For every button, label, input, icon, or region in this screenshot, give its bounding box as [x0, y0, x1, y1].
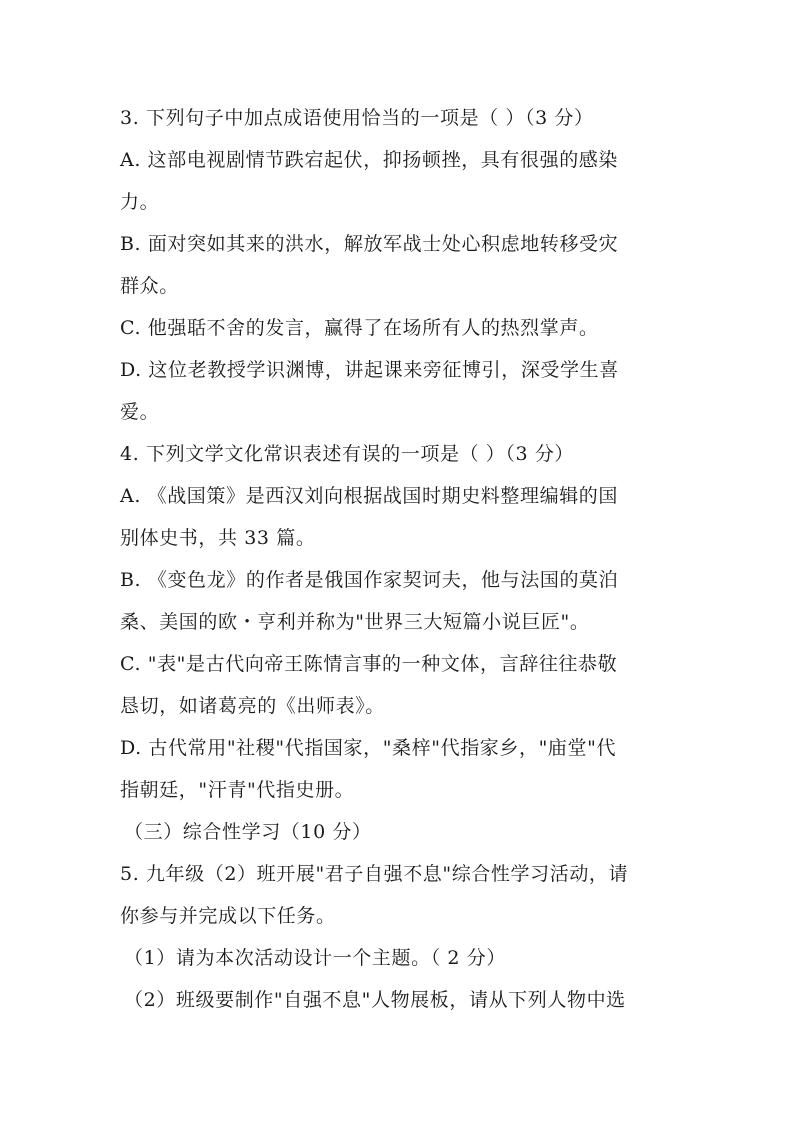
question-4-option-a: A. 《战国策》是西汉刘向根据战国时期史料整理编辑的国: [120, 485, 619, 507]
question-4-stem: 4. 下列文学文化常识表述有误的一项是（ ）（3 分）: [120, 443, 575, 465]
question-5-stem-continued: 你参与并完成以下任务。: [120, 905, 336, 927]
question-5-task-1: （1）请为本次活动设计一个主题。（ 2 分）: [124, 947, 506, 969]
question-3-option-d: D. 这位老教授学识渊博，讲起课来旁征博引，深受学生喜: [120, 359, 619, 381]
question-4-option-a-continued: 别体史书，共 33 篇。: [120, 527, 316, 549]
question-3-option-b-continued: 群众。: [120, 275, 179, 297]
section-heading: （三）综合性学习（10 分）: [124, 821, 372, 843]
question-4-option-b-continued: 桑、美国的欧・亨利并称为"世界三大短篇小说巨匠"。: [120, 611, 590, 633]
question-4-option-b: B. 《变色龙》的作者是俄国作家契诃夫，他与法国的莫泊: [120, 569, 619, 591]
question-5-stem: 5. 九年级（2）班开展"君子自强不息"综合性学习活动，请: [120, 863, 629, 885]
question-4-option-d-continued: 指朝廷，"汗青"代指史册。: [120, 779, 355, 801]
question-3-option-a-continued: 力。: [120, 191, 160, 213]
question-4-option-d: D. 古代常用"社稷"代指国家，"桑梓"代指家乡，"庙堂"代: [120, 737, 617, 759]
question-3-option-a: A. 这部电视剧情节跌宕起伏，抑扬顿挫，具有很强的感染: [120, 149, 619, 171]
question-4-option-c-continued: 恳切，如诸葛亮的《出师表》。: [120, 695, 385, 717]
question-4-option-c: C. "表"是古代向帝王陈情言事的一种文体，言辞往往恭敬: [120, 653, 618, 675]
question-3-option-d-continued: 爱。: [120, 401, 160, 423]
question-5-task-2: （2）班级要制作"自强不息"人物展板，请从下列人物中选: [124, 989, 626, 1011]
question-3-stem: 3. 下列句子中加点成语使用恰当的一项是（ ）（3 分）: [120, 107, 594, 129]
question-3-option-c: C. 他强聒不舍的发言，赢得了在场所有人的热烈掌声。: [120, 317, 599, 339]
question-3-option-b: B. 面对突如其来的洪水，解放军战士处心积虑地转移受灾: [120, 233, 619, 255]
